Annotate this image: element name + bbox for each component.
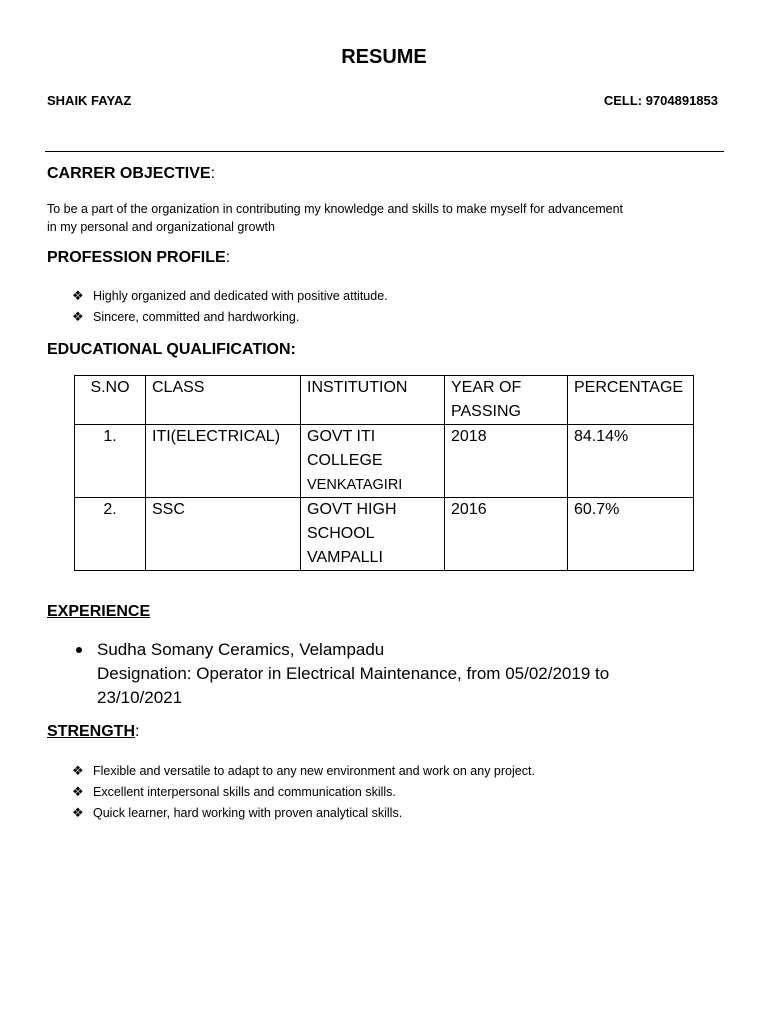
round-bullet-icon: [76, 647, 82, 653]
cell-institution: [301, 498, 445, 571]
institution-line: VAMPALLI: [307, 549, 383, 566]
experience-heading: EXPERIENCE: [47, 603, 151, 620]
list-item: [72, 285, 388, 306]
experience-designation: 23/10/2021: [97, 688, 183, 707]
diamond-bullet-icon: ❖: [72, 784, 84, 799]
experience-designation: Designation: Operator in Electrical Maintenance, from 05/02/2019 to: [97, 664, 610, 683]
header-year-line: YEAR OF: [451, 379, 522, 396]
institution-line: GOVT ITI: [307, 428, 376, 445]
strength-heading-text: STRENGTH: [47, 723, 135, 740]
list-item: [72, 781, 535, 802]
list-item-text: Sincere, committed and hardworking.: [93, 309, 300, 324]
list-item: [72, 802, 535, 823]
experience-company: Sudha Somany Ceramics, Velampadu: [97, 640, 385, 659]
header-divider: [45, 151, 724, 152]
table-header-row: [75, 376, 694, 425]
cell-class: SSC: [146, 498, 301, 571]
objective-heading-colon: :: [210, 165, 216, 182]
profile-heading-colon: :: [225, 249, 231, 266]
objective-text-line: in my personal and organizational growth: [47, 220, 275, 234]
cell-institution: [301, 425, 445, 498]
diamond-bullet-icon: ❖: [72, 763, 84, 778]
list-item-text: Excellent interpersonal skills and communication skills.: [93, 784, 396, 799]
objective-heading-text: CARRER OBJECTIVE: [47, 165, 211, 182]
institution-line: SCHOOL: [307, 525, 375, 542]
list-item-text: Flexible and versatile to adapt to any new environment and work on any project.: [93, 763, 535, 778]
education-heading: EDUCATIONAL QUALIFICATION:: [47, 341, 296, 358]
resume-title: RESUME: [341, 46, 427, 68]
header-institution: INSTITUTION: [301, 376, 445, 425]
institution-line: COLLEGE: [307, 452, 383, 469]
diamond-bullet-icon: ❖: [72, 805, 84, 820]
profile-heading: [47, 249, 230, 267]
experience-entry: [76, 638, 716, 710]
profile-list: [72, 285, 388, 327]
education-table: [74, 375, 694, 571]
objective-text-line: To be a part of the organization in contributing my knowledge and skills to make myself for advancement: [47, 202, 624, 216]
cell-year: 2018: [445, 425, 568, 498]
diamond-bullet-icon: ❖: [72, 288, 84, 303]
objective-heading: [47, 165, 215, 183]
cell-year: 2016: [445, 498, 568, 571]
table-row: [75, 425, 694, 498]
list-item-text: Quick learner, hard working with proven analytical skills.: [93, 805, 403, 820]
header-sno: S.NO: [75, 376, 146, 425]
profile-heading-text: PROFESSION PROFILE: [47, 249, 226, 266]
strength-list: [72, 760, 535, 823]
institution-line: VENKATAGIRI: [307, 477, 403, 493]
objective-text: [47, 200, 727, 236]
list-item: [72, 760, 535, 781]
list-item-text: Highly organized and dedicated with positive attitude.: [93, 288, 388, 303]
header-percentage: PERCENTAGE: [568, 376, 694, 425]
strength-heading-colon: :: [135, 723, 140, 740]
candidate-name: SHAIK FAYAZ: [47, 93, 132, 108]
cell-class: ITI(ELECTRICAL): [146, 425, 301, 498]
phone-number: CELL: 9704891853: [603, 93, 718, 108]
header-class: CLASS: [146, 376, 301, 425]
list-item: [72, 306, 388, 327]
cell-sno: 1.: [75, 425, 146, 498]
cell-percentage: 60.7%: [568, 498, 694, 571]
experience-details: [97, 638, 609, 710]
strength-heading: [47, 723, 139, 741]
table-row: [75, 498, 694, 571]
institution-line: GOVT HIGH: [307, 501, 397, 518]
header-year-line: PASSING: [451, 403, 521, 420]
header-year: [445, 376, 568, 425]
diamond-bullet-icon: ❖: [72, 309, 84, 324]
cell-sno: 2.: [75, 498, 146, 571]
cell-percentage: 84.14%: [568, 425, 694, 498]
